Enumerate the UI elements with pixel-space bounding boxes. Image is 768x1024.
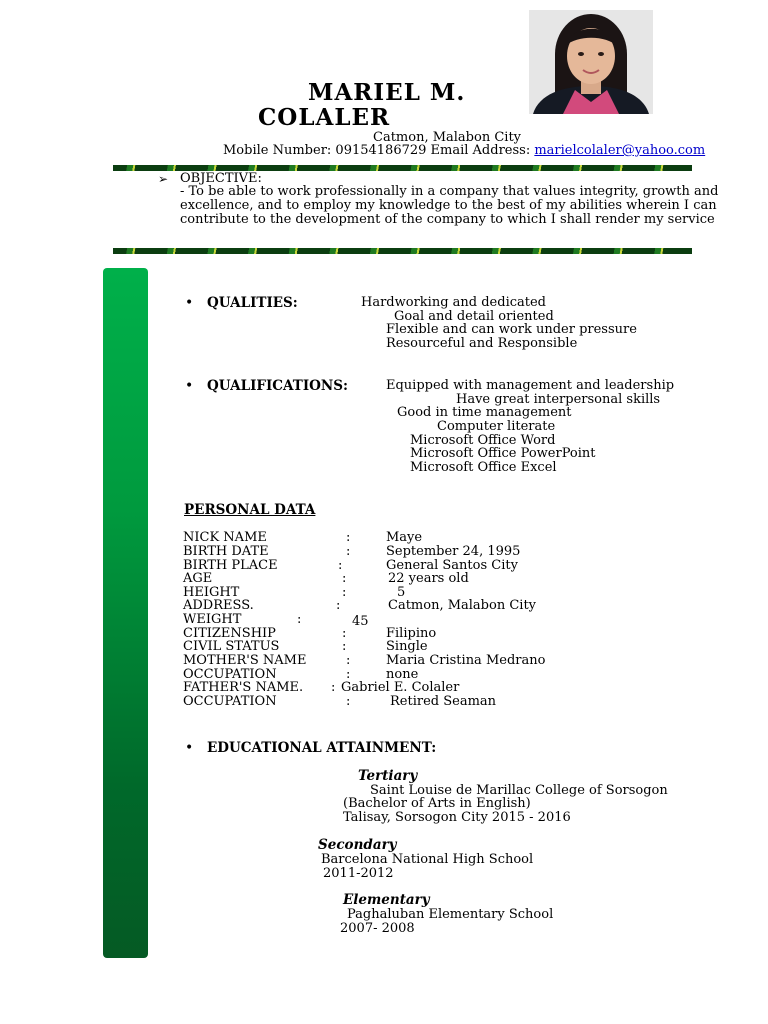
pd-label-mother: MOTHER'S NAME: [183, 653, 307, 668]
personal-data-heading: PERSONAL DATA: [184, 502, 316, 518]
pd-sep: :: [297, 612, 302, 627]
elementary-label: Elementary: [343, 892, 430, 908]
pd-value-father-occupation: Retired Seaman: [390, 694, 497, 709]
qualification-item-5: Microsoft Office Word: [410, 433, 556, 448]
pd-value-father: Gabriel E. Colaler: [341, 680, 460, 695]
pd-value-address: Catmon, Malabon City: [388, 598, 537, 613]
profile-photo: [529, 10, 653, 114]
pd-label-birthdate: BIRTH DATE: [183, 544, 269, 559]
pd-label-civil-status: CIVIL STATUS: [183, 639, 280, 654]
pd-label-father: FATHER'S NAME.: [183, 680, 304, 695]
objective-line-3: contribute to the development of the company to which I shall render my service: [180, 212, 715, 227]
elementary-years: 2007- 2008: [340, 921, 415, 936]
pd-sep: :: [342, 585, 347, 600]
qualification-item-7: Microsoft Office Excel: [410, 460, 557, 475]
quality-item-1: Hardworking and dedicated: [361, 295, 546, 310]
header-divider-bottom: [113, 248, 692, 254]
pd-label-citizenship: CITIZENSHIP: [183, 626, 276, 641]
pd-value-citizenship: Filipino: [386, 626, 437, 641]
pd-value-birthplace: General Santos City: [386, 558, 518, 573]
pd-sep: :: [338, 558, 343, 573]
pd-value-age: 22 years old: [388, 571, 469, 586]
pd-sep: :: [331, 680, 336, 695]
qualifications-bullet: •: [185, 378, 194, 394]
quality-item-4: Resourceful and Responsible: [386, 336, 578, 351]
profile-photo-image: [529, 10, 653, 114]
education-heading: EDUCATIONAL ATTAINMENT:: [207, 740, 437, 756]
pd-value-height: 5: [397, 585, 406, 600]
tertiary-course: (Bachelor of Arts in English): [343, 796, 531, 811]
pd-sep: :: [346, 667, 351, 682]
objective-label: OBJECTIVE:: [180, 171, 262, 186]
pd-sep: :: [336, 598, 341, 613]
qualification-item-1: Equipped with management and leadership: [386, 378, 675, 393]
pd-value-mother: Maria Cristina Medrano: [386, 653, 546, 668]
email-link[interactable]: marielcolaler@yahoo.com: [534, 143, 706, 158]
quality-item-2: Goal and detail oriented: [394, 309, 554, 324]
pd-label-height: HEIGHT: [183, 585, 240, 600]
secondary-school: Barcelona National High School: [321, 852, 534, 867]
contact-line: [223, 144, 705, 158]
pd-value-nickname: Maye: [386, 530, 423, 545]
pd-sep: :: [346, 544, 351, 559]
quality-item-3: Flexible and can work under pressure: [386, 322, 637, 337]
qualification-item-2: Have great interpersonal skills: [456, 392, 661, 407]
pd-value-civil-status: Single: [386, 639, 428, 654]
applicant-name-line1: MARIEL M.: [308, 79, 466, 106]
objective-line-1: - To be able to work professionally in a company that values integrity, growth and: [180, 184, 719, 199]
education-bullet: •: [185, 740, 194, 756]
qualifications-heading: QUALIFICATIONS:: [207, 378, 348, 394]
pd-sep: :: [342, 626, 347, 641]
pd-label-birthplace: BIRTH PLACE: [183, 558, 278, 573]
secondary-years: 2011-2012: [323, 866, 394, 881]
pd-sep: :: [346, 653, 351, 668]
pd-label-mother-occupation: OCCUPATION: [183, 667, 277, 682]
pd-sep: :: [342, 571, 347, 586]
pd-label-age: AGE: [183, 571, 213, 586]
pd-value-mother-occupation: none: [386, 667, 419, 682]
objective-line-2: excellence, and to employ my knowledge to the best of my abilities wherein I can: [180, 198, 717, 213]
pd-label-address: ADDRESS.: [183, 598, 254, 613]
elementary-school: Paghaluban Elementary School: [347, 907, 554, 922]
tertiary-school: Saint Louise de Marillac College of Sorsogon: [370, 783, 668, 798]
applicant-name-line2: COLALER: [258, 104, 391, 131]
address-line: Catmon, Malabon City: [373, 130, 522, 145]
qualities-bullet: •: [185, 295, 194, 311]
secondary-label: Secondary: [318, 837, 397, 853]
pd-label-weight: WEIGHT: [183, 612, 242, 627]
pd-value-birthdate: September 24, 1995: [386, 544, 521, 559]
qualification-item-6: Microsoft Office PowerPoint: [410, 446, 596, 461]
pd-sep: :: [346, 694, 351, 709]
pd-sep: :: [342, 639, 347, 654]
contact-prefix: Mobile Number: 09154186729 Email Address:: [223, 143, 535, 158]
tertiary-place-years: Talisay, Sorsogon City 2015 - 2016: [343, 810, 571, 825]
pd-label-father-occupation: OCCUPATION: [183, 694, 277, 709]
qualities-heading: QUALITIES:: [207, 295, 298, 311]
tertiary-label: Tertiary: [358, 768, 418, 784]
objective-arrow-icon: ➢: [158, 172, 169, 186]
pd-value-weight: 45: [352, 614, 369, 629]
pd-sep: :: [346, 530, 351, 545]
qualification-item-3: Good in time management: [397, 405, 572, 420]
qualification-item-4: Computer literate: [437, 419, 556, 434]
decorative-sidebar: [103, 268, 148, 958]
pd-label-nickname: NICK NAME: [183, 530, 267, 545]
